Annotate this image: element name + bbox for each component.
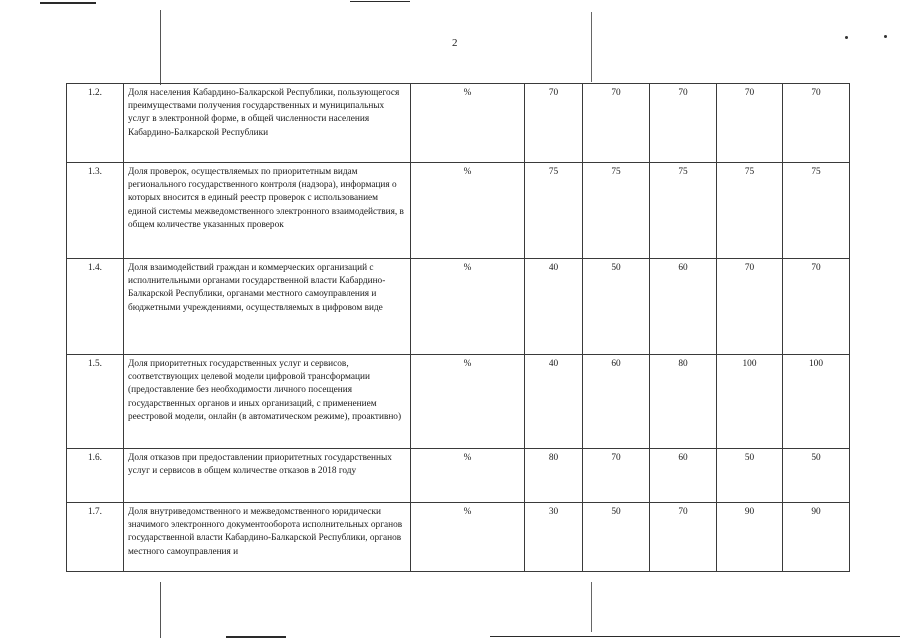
- unit-cell: %: [411, 355, 525, 449]
- value-cell: 75: [583, 163, 650, 259]
- value-cell: 70: [783, 84, 850, 163]
- table-row: [67, 163, 850, 259]
- value-cell: 50: [717, 449, 783, 503]
- value-cell: 50: [783, 449, 850, 503]
- unit-cell: %: [411, 163, 525, 259]
- scan-dot: [845, 36, 848, 39]
- row-number: 1.7.: [67, 503, 124, 572]
- value-cell: 75: [717, 163, 783, 259]
- value-cell: 80: [650, 355, 717, 449]
- table-row: [67, 84, 850, 163]
- scan-artifact-bottom-left: [226, 636, 286, 638]
- scan-dot: [884, 35, 887, 38]
- value-cell: 80: [525, 449, 583, 503]
- value-cell: 100: [783, 355, 850, 449]
- row-number: 1.3.: [67, 163, 124, 259]
- scan-artifact-bottom-right: [490, 636, 900, 637]
- scan-fold-line: [160, 10, 161, 85]
- value-cell: 40: [525, 259, 583, 355]
- scan-fold-line: [160, 582, 161, 638]
- value-cell: 75: [650, 163, 717, 259]
- table-row: [67, 449, 850, 503]
- scan-fold-line: [591, 582, 592, 632]
- value-cell: 40: [525, 355, 583, 449]
- scan-fold-line: [591, 12, 592, 82]
- indicator-name: Доля населения Кабардино-Балкарской Республики, пользующегося преимуществами получения государственных и муниципальных услуг в электронной форме, в общей численности населения Кабардино-Балкарской Республики: [124, 84, 411, 163]
- row-number: 1.5.: [67, 355, 124, 449]
- unit-cell: %: [411, 449, 525, 503]
- value-cell: 70: [583, 449, 650, 503]
- page-number: 2: [452, 37, 458, 49]
- indicator-name: Доля взаимодействий граждан и коммерческих организаций с исполнительными органами государственной власти Кабардино-Балкарской Республики, органами местного самоуправления и бюджетными учреждениями, осуществляемых в цифровом виде: [124, 259, 411, 355]
- value-cell: 70: [583, 84, 650, 163]
- row-number: 1.6.: [67, 449, 124, 503]
- value-cell: 30: [525, 503, 583, 572]
- table-row: [67, 503, 850, 572]
- table-row: [67, 355, 850, 449]
- unit-cell: %: [411, 259, 525, 355]
- indicators-table: [66, 83, 850, 572]
- indicator-name: Доля внутриведомственного и межведомственного юридически значимого электронного документооборота исполнительных органов государственной власти Кабардино-Балкарской Республики, органов местного самоуправления и: [124, 503, 411, 572]
- value-cell: 60: [650, 449, 717, 503]
- unit-cell: %: [411, 503, 525, 572]
- row-number: 1.2.: [67, 84, 124, 163]
- value-cell: 75: [783, 163, 850, 259]
- value-cell: 70: [717, 259, 783, 355]
- value-cell: 70: [650, 84, 717, 163]
- table-row: [67, 259, 850, 355]
- value-cell: 60: [650, 259, 717, 355]
- value-cell: 50: [583, 503, 650, 572]
- value-cell: 75: [525, 163, 583, 259]
- value-cell: 70: [717, 84, 783, 163]
- indicator-name: Доля отказов при предоставлении приоритетных государственных услуг и сервисов в общем количестве отказов в 2018 году: [124, 449, 411, 503]
- value-cell: 70: [525, 84, 583, 163]
- value-cell: 60: [583, 355, 650, 449]
- scan-artifact-top-left: [40, 2, 96, 4]
- unit-cell: %: [411, 84, 525, 163]
- value-cell: 100: [717, 355, 783, 449]
- value-cell: 70: [650, 503, 717, 572]
- value-cell: 90: [717, 503, 783, 572]
- row-number: 1.4.: [67, 259, 124, 355]
- indicator-name: Доля проверок, осуществляемых по приоритетным видам регионального государственного контроля (надзора), информация о которых вносится в единый реестр проверок с использованием единой системы межведомственного электронного взаимодействия, в общем количестве указанных проверок: [124, 163, 411, 259]
- value-cell: 70: [783, 259, 850, 355]
- value-cell: 50: [583, 259, 650, 355]
- scan-artifact-top-center: [350, 1, 410, 2]
- value-cell: 90: [783, 503, 850, 572]
- indicator-name: Доля приоритетных государственных услуг и сервисов, соответствующих целевой модели цифровой трансформации (предоставление без необходимости личного посещения государственных органов и иных организаций, с применением реестровой модели, онлайн (в автоматическом режиме), проактивно): [124, 355, 411, 449]
